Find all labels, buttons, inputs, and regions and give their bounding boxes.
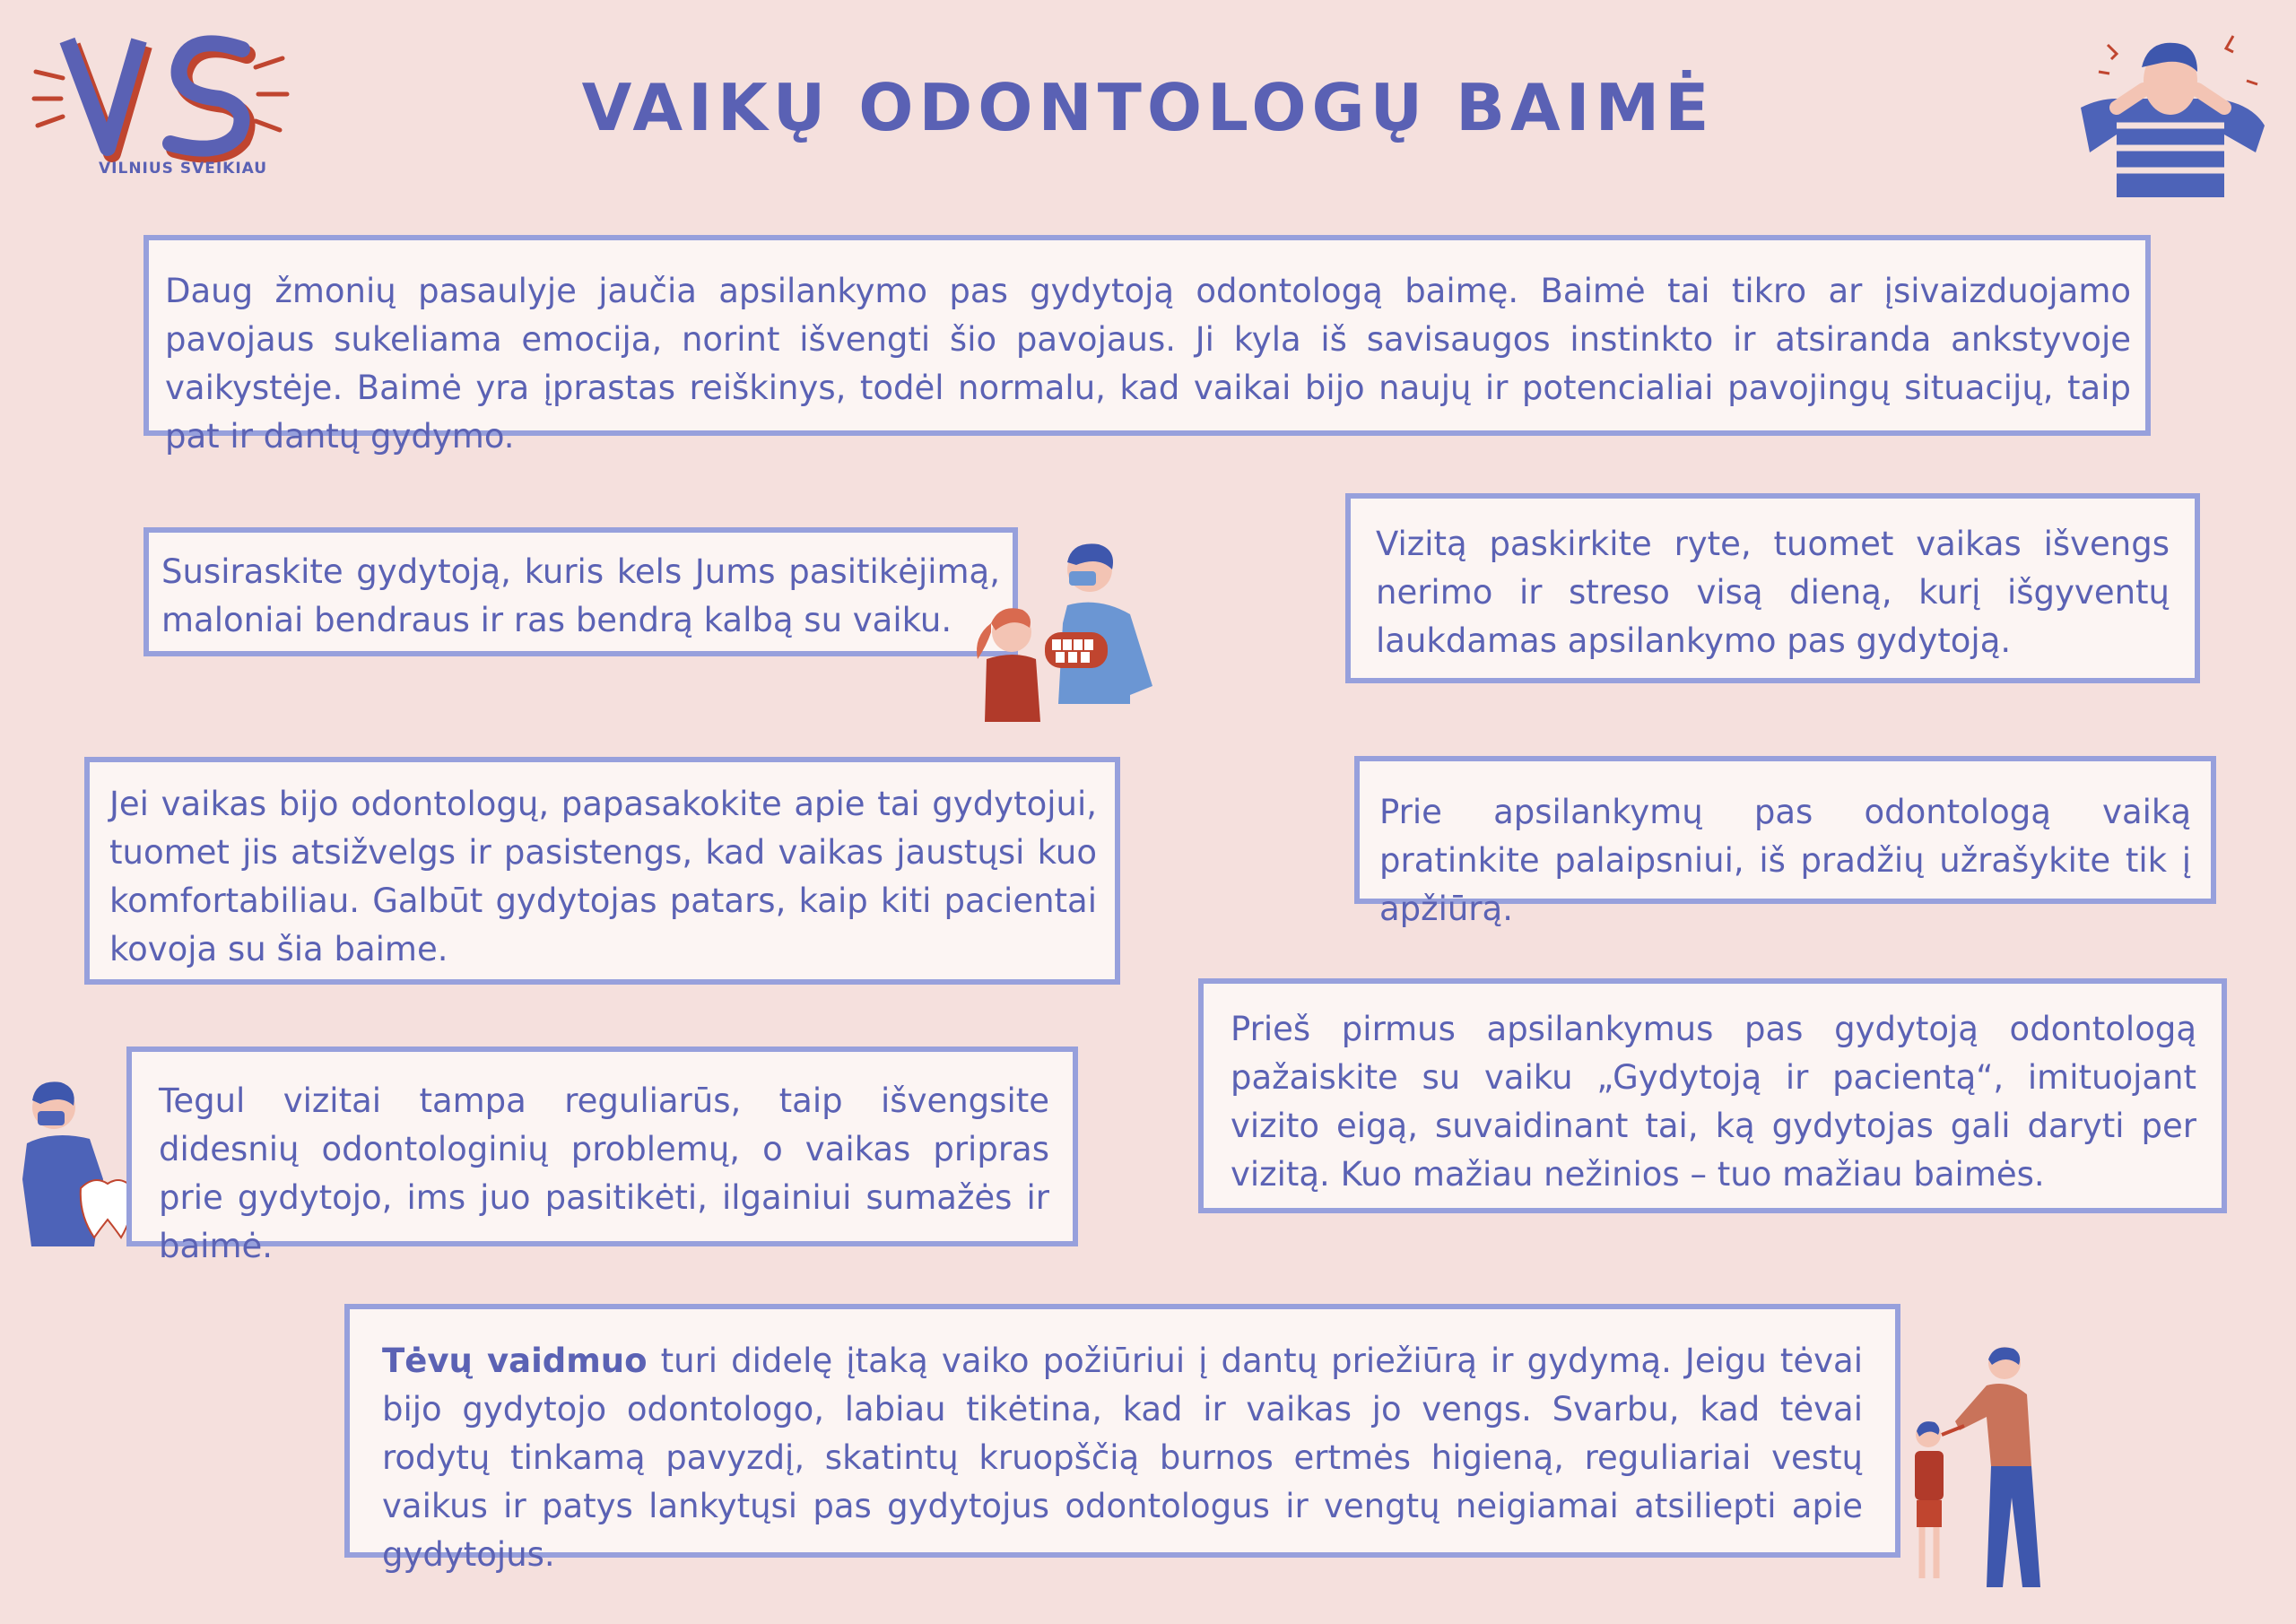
logo-caption: VILNIUS SVEIKIAU [99, 160, 268, 178]
tip-morning-visit-text: Vizitą paskirkite ryte, tuomet vaikas išvengs nerimo ir streso visą dieną, kurį išgyventų laukdamas apsilankymo pas gydytoją. [1376, 525, 2170, 660]
tip-gradual-box [1354, 756, 2216, 928]
tip-tell-doctor-box [84, 757, 1120, 985]
tip-regular-text: Tegul vizitai tampa reguliarūs, taip išvengsite didesnių odontologinių problemų, o vaikas pripras prie gydytojo, ims juo pasitikėti, ilgainiui sumažės ir baimė. [159, 1081, 1049, 1265]
tip-roleplay-box [1198, 978, 2227, 1213]
page-title: VAIKŲ ODONTOLOGŲ BAIMĖ [581, 70, 1715, 145]
tip-tell-doctor-text: Jei vaikas bijo odontologų, papasakokite apie tai gydytojui, tuomet jis atsižvelgs ir pasistengs, kad vaikas jaustųsi kuo komfortabiliau. Galbūt gydytojas patars, kaip kiti pacientai kovoja su šia baime. [109, 785, 1097, 968]
dentist-child-illustration [951, 534, 1166, 726]
intro-text: Daug žmonių pasaulyje jaučia apsilankymo pas gydytoją odontologą baimę. Baimė tai tikro ar įsivaizduojamo pavojaus sukeliama emocija, norint išvengti šio pavojaus. Ji kyla iš savisaugos instinkto ir atsiranda ankstyvoje vaikystėje. Baimė yra įprastas reiškinys, todėl normalu, kad vaikai bijo naujų ir potencialiai pavojingų situacijų, taip pat ir dantų gydymo. [165, 272, 2131, 456]
tip-choose-doctor-text: Susiraskite gydytoją, kuris kels Jums pasitikėjimą, maloniai bendraus ir ras bendrą kalbą su vaiku. [161, 552, 1000, 639]
tip-gradual-text: Prie apsilankymų pas odontologą vaiką pratinkite palaipsniui, iš pradžių užrašykite tik į apžiūrą. [1379, 793, 2191, 928]
anxious-person-illustration [2063, 18, 2278, 206]
dentist-tooth-illustration [18, 1072, 144, 1251]
tip-choose-doctor-box [144, 527, 1018, 656]
parent-child-brushing-illustration [1897, 1345, 2058, 1601]
parents-role-text [382, 1337, 1863, 1579]
tip-regular-box [126, 1046, 1078, 1265]
tip-morning-visit-box [1345, 493, 2200, 683]
parents-role-box [344, 1304, 1900, 1574]
intro-box [144, 235, 2151, 456]
parents-role-body: turi didelę įtaką vaiko požiūriui į dantų priežiūrą ir gydymą. Jeigu tėvai bijo gydytojo odontologo, labiau tikėtina, kad ir vaikas jo vengs. Svarbu, kad tėvai rodytų tinkamą pavyzdį, skatintų kruopščią burnos ertmės higieną, reguliariai vestų vaikus ir patys lankytųsi pas gydytojus odontologus ir vengtų neigiamai atsiliepti apie gydytojus. [382, 1342, 1863, 1574]
parents-role-lead: Tėvų vaidmuo [382, 1342, 648, 1380]
tip-roleplay-text: Prieš pirmus apsilankymus pas gydytoją odontologą pažaiskite su vaiku „Gydytoją ir pacientą“, imituojant vizito eigą, suvaidinant tai, ką gydytojas gali daryti per vizitą. Kuo mažiau nežinios – tuo mažiau baimės. [1231, 1010, 2196, 1194]
